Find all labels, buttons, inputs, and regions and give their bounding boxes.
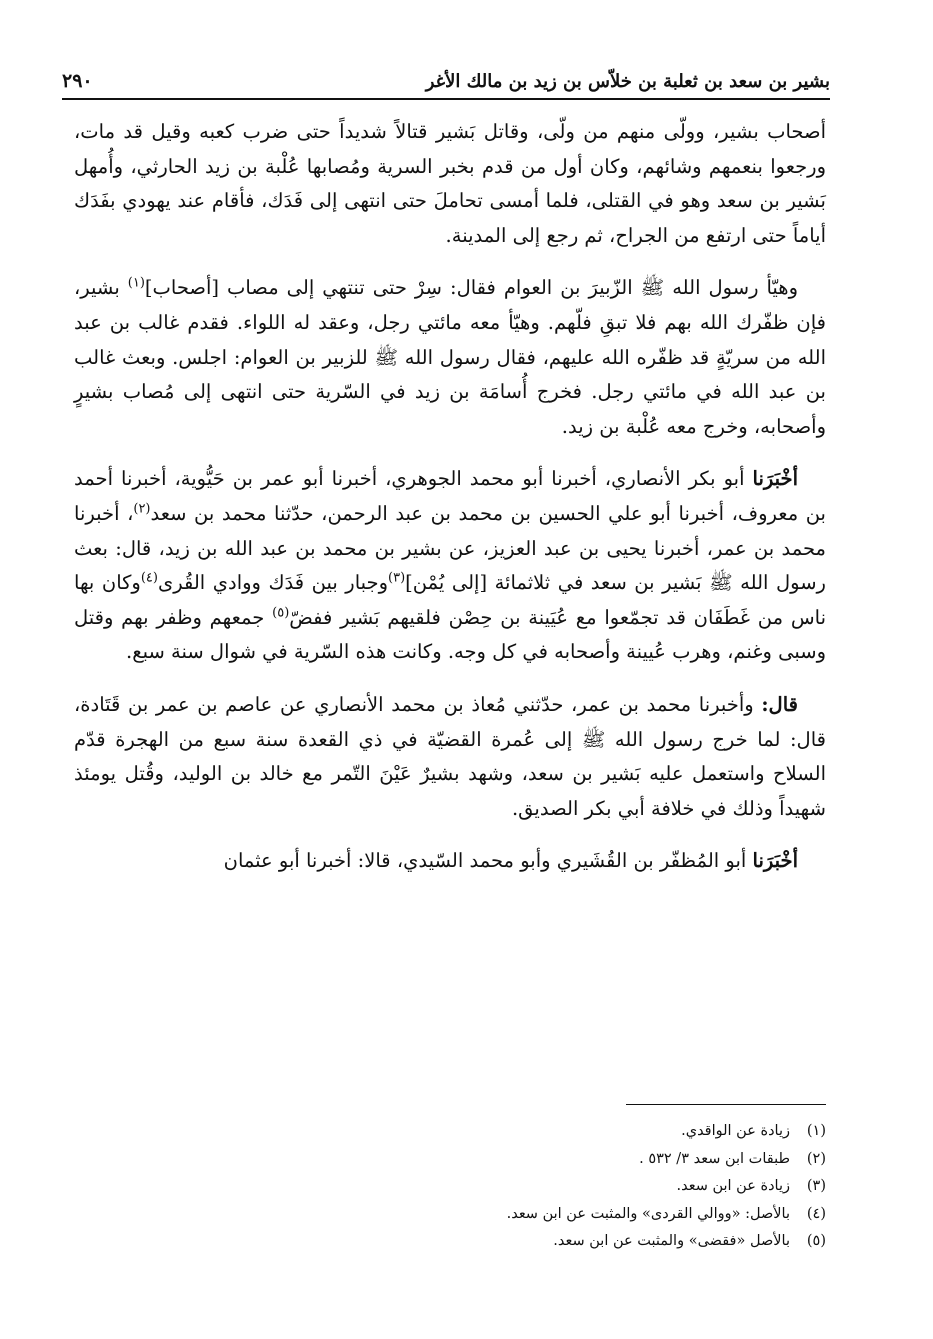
main-text [74,115,826,897]
paragraph-3-lead: أخْبَرَنا [752,467,798,491]
footnote-text: زيادة عن ابن سعد. [676,1178,790,1194]
paragraph-4-text: وأخبرنا محمد بن عمر، حدّثني مُعاذ بن محمد الأنصاري عن عاصم بن عمر بن قَتَادة، قال: لما خرج رسول الله ﷺ إلى عُمرة القضيّة في ذي القعدة سنة سبع من الهجرة قدّم السلاح واستعمل عليه بَشير بن سعد، وشهد بشيرٌ عَيْنَ التّمر مع خالد بن الوليد، وقُتل يومئذ شهيداً وذلك في خلافة أبي بكر الصديق. [74,692,826,820]
page-header [62,58,830,100]
paragraph-5-text: أبو المُظفّر بن القُشَيري وأبو محمد السّيدي، قالا: أخبرنا أبو عثمان [223,849,747,873]
paragraph-1 [74,115,826,253]
footnote-text: بالأصل «فقضى» والمثبت عن ابن سعد. [553,1233,790,1249]
footnote-ref-5: (٥) [272,605,290,621]
footnote-3 [400,1173,826,1201]
footnote-2 [400,1146,826,1174]
footnote-number: (٥) [806,1233,826,1249]
paragraph-2-text-b: بشير، فإن ظفّرك الله بهم فلا تبقِ فلّهم. وهيّأ معه مائتي رجل، وعقد له اللواء. فقدم غالب بن عبد الله من سريّةٍ قد ظفّره الله عليهم، فقال رسول الله ﷺ للزبير بن العوام: اجلس. وبعث غالب بن عبد الله في مائتي رجل. فخرج أُسامَة بن زيد في السّرية حتى انتهى إلى مُصاب بشيرٍ وأصحابه، وخرج معه عُلْبة بن زيد. [74,276,826,438]
footnote-1 [400,1118,826,1146]
paragraph-3-text-a: أبو بكر الأنصاري، أخبرنا أبو محمد الجوهري، أخبرنا أبو عمر بن حَيُّوية، أخبرنا أحمد بن معروف، أخبرنا أبو علي الحسين بن محمد بن عبد الرحمن، حدّثنا محمد بن سعد [74,467,826,525]
footnote-number: (١) [806,1123,826,1139]
paragraph-3 [74,462,826,670]
paragraph-2 [74,271,826,444]
footnote-divider [626,1104,826,1105]
paragraph-2-text-a: وهيّأ رسول الله ﷺ الزّبيرَ بن العوام فقال: سِرْ حتى تنتهي إلى مصاب [أصحاب] [144,276,799,300]
footnote-number: (٤) [806,1205,826,1222]
footnote-number: (٣) [806,1178,826,1194]
footnote-ref-3: (٣) [388,570,406,586]
footnotes [400,1118,826,1256]
running-title: بشير بن سعد بن ثعلبة بن خلاّس بن زيد بن مالك الأغر [425,71,830,92]
footnote-ref-1: (١) [127,275,145,291]
footnote-4 [400,1201,826,1229]
footnote-text: بالأصل: «ووالي القردى» والمثبت عن ابن سعد. [506,1205,790,1222]
footnote-number: (٢) [806,1150,826,1167]
footnote-text: زيادة عن الواقدي. [681,1123,790,1139]
paragraph-5-lead: أخْبَرَنا [752,849,798,873]
footnote-ref-2: (٢) [133,501,151,517]
paragraph-3-text-c: وجبار بين فَدَك ووادي القُرى [157,571,389,595]
paragraph-3-text-e: جمعهم وظفر بهم وقتل وسبى وغنم، وهرب عُيينة وأصحابه في كل وجه. وكانت هذه السّرية في شوال سنة سبع. [74,605,826,664]
page-number: ٢٩٠ [62,70,93,92]
footnote-5 [400,1228,826,1256]
paragraph-4-lead: قال: [761,692,798,716]
paragraph-4 [74,688,826,826]
paragraph-3-text-d: وكان بها ناس من غَطَفَان قد تجمّعوا مع عُيَينة بن حِصْن فلقيهم بَشير ففضّ [74,571,827,629]
footnote-text: طبقات ابن سعد ٣/ ٥٣٢ . [639,1150,790,1167]
paragraph-3-text-b: ، أخبرنا محمد بن عمر، أخبرنا يحيى بن عبد العزيز، عن بشير بن محمد بن عبد الله بن زيد، قال: بعث رسول الله ﷺ بَشير بن سعد في ثلاثمائة [إلى يُمْن] [74,501,826,595]
paragraph-5 [74,844,826,879]
footnote-ref-4: (٤) [140,570,158,586]
paragraph-1-text: أصحاب بشير، وولّى منهم من ولّى، وقاتل بَشير قتالاً شديداً حتى ضرب كعبه وقيل قد مات، ورجعوا بنعمهم وشائهم، وكان أول من قدم بخبر السرية ومُصابها عُلْبة بن زيد الحارثي، وأُمهل بَشير بن سعد وهو في القتلى، فلما أمسى تحاملَ حتى انتهى إلى فَدَك، فأقام عند يهودي بفَدَك أياماً حتى ارتفع من الجراح، ثم رجع إلى المدينة. [74,120,826,247]
